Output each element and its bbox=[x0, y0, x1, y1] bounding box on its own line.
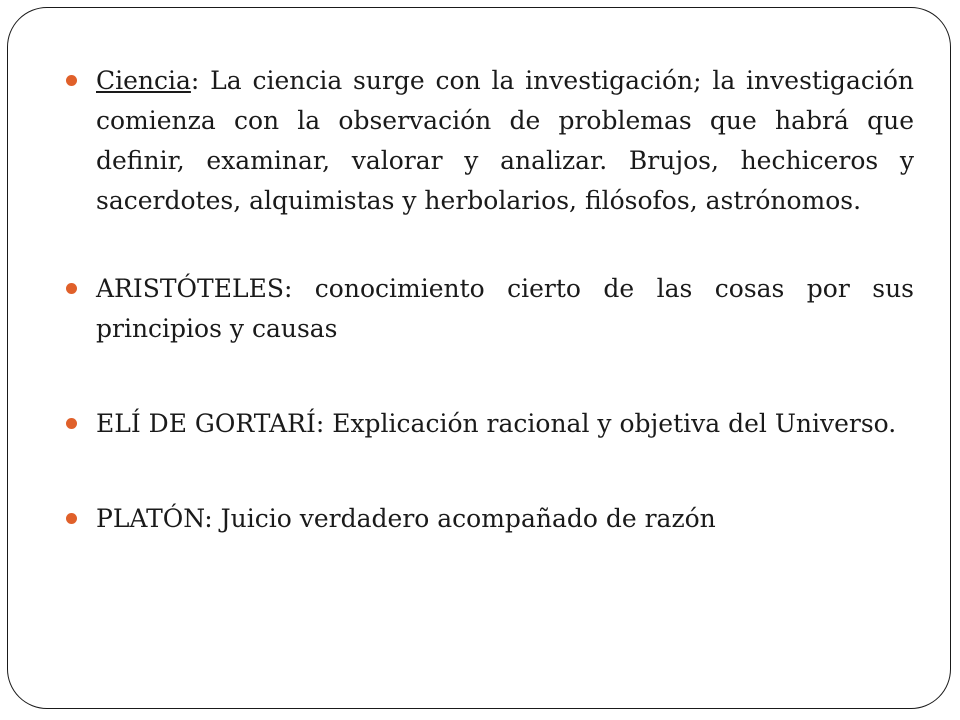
term-ciencia: Ciencia bbox=[96, 66, 191, 95]
bullet-dot-icon bbox=[66, 75, 77, 86]
list-item-aristoteles bbox=[66, 269, 914, 349]
list-item-gortari bbox=[66, 404, 914, 444]
list-item-ciencia bbox=[66, 61, 914, 221]
definition-ciencia: : La ciencia surge con la investigación; la investigación comienza con la observación de problemas que habrá que definir, examinar, valorar y analizar. Brujos, hechiceros y sacerdotes, alquimistas y herbolarios, filósofos, astrónomos. bbox=[96, 66, 914, 215]
list-item-platon bbox=[66, 499, 914, 539]
slide-frame bbox=[7, 7, 951, 709]
bullet-list bbox=[66, 61, 914, 539]
definition-platon: PLATÓN: Juicio verdadero acompañado de razón bbox=[96, 504, 716, 533]
bullet-dot-icon bbox=[66, 513, 77, 524]
definition-aristoteles: ARISTÓTELES: conocimiento cierto de las cosas por sus principios y causas bbox=[96, 274, 914, 343]
bullet-dot-icon bbox=[66, 418, 77, 429]
bullet-dot-icon bbox=[66, 283, 77, 294]
definition-gortari: ELÍ DE GORTARÍ: Explicación racional y objetiva del Universo. bbox=[96, 409, 897, 438]
